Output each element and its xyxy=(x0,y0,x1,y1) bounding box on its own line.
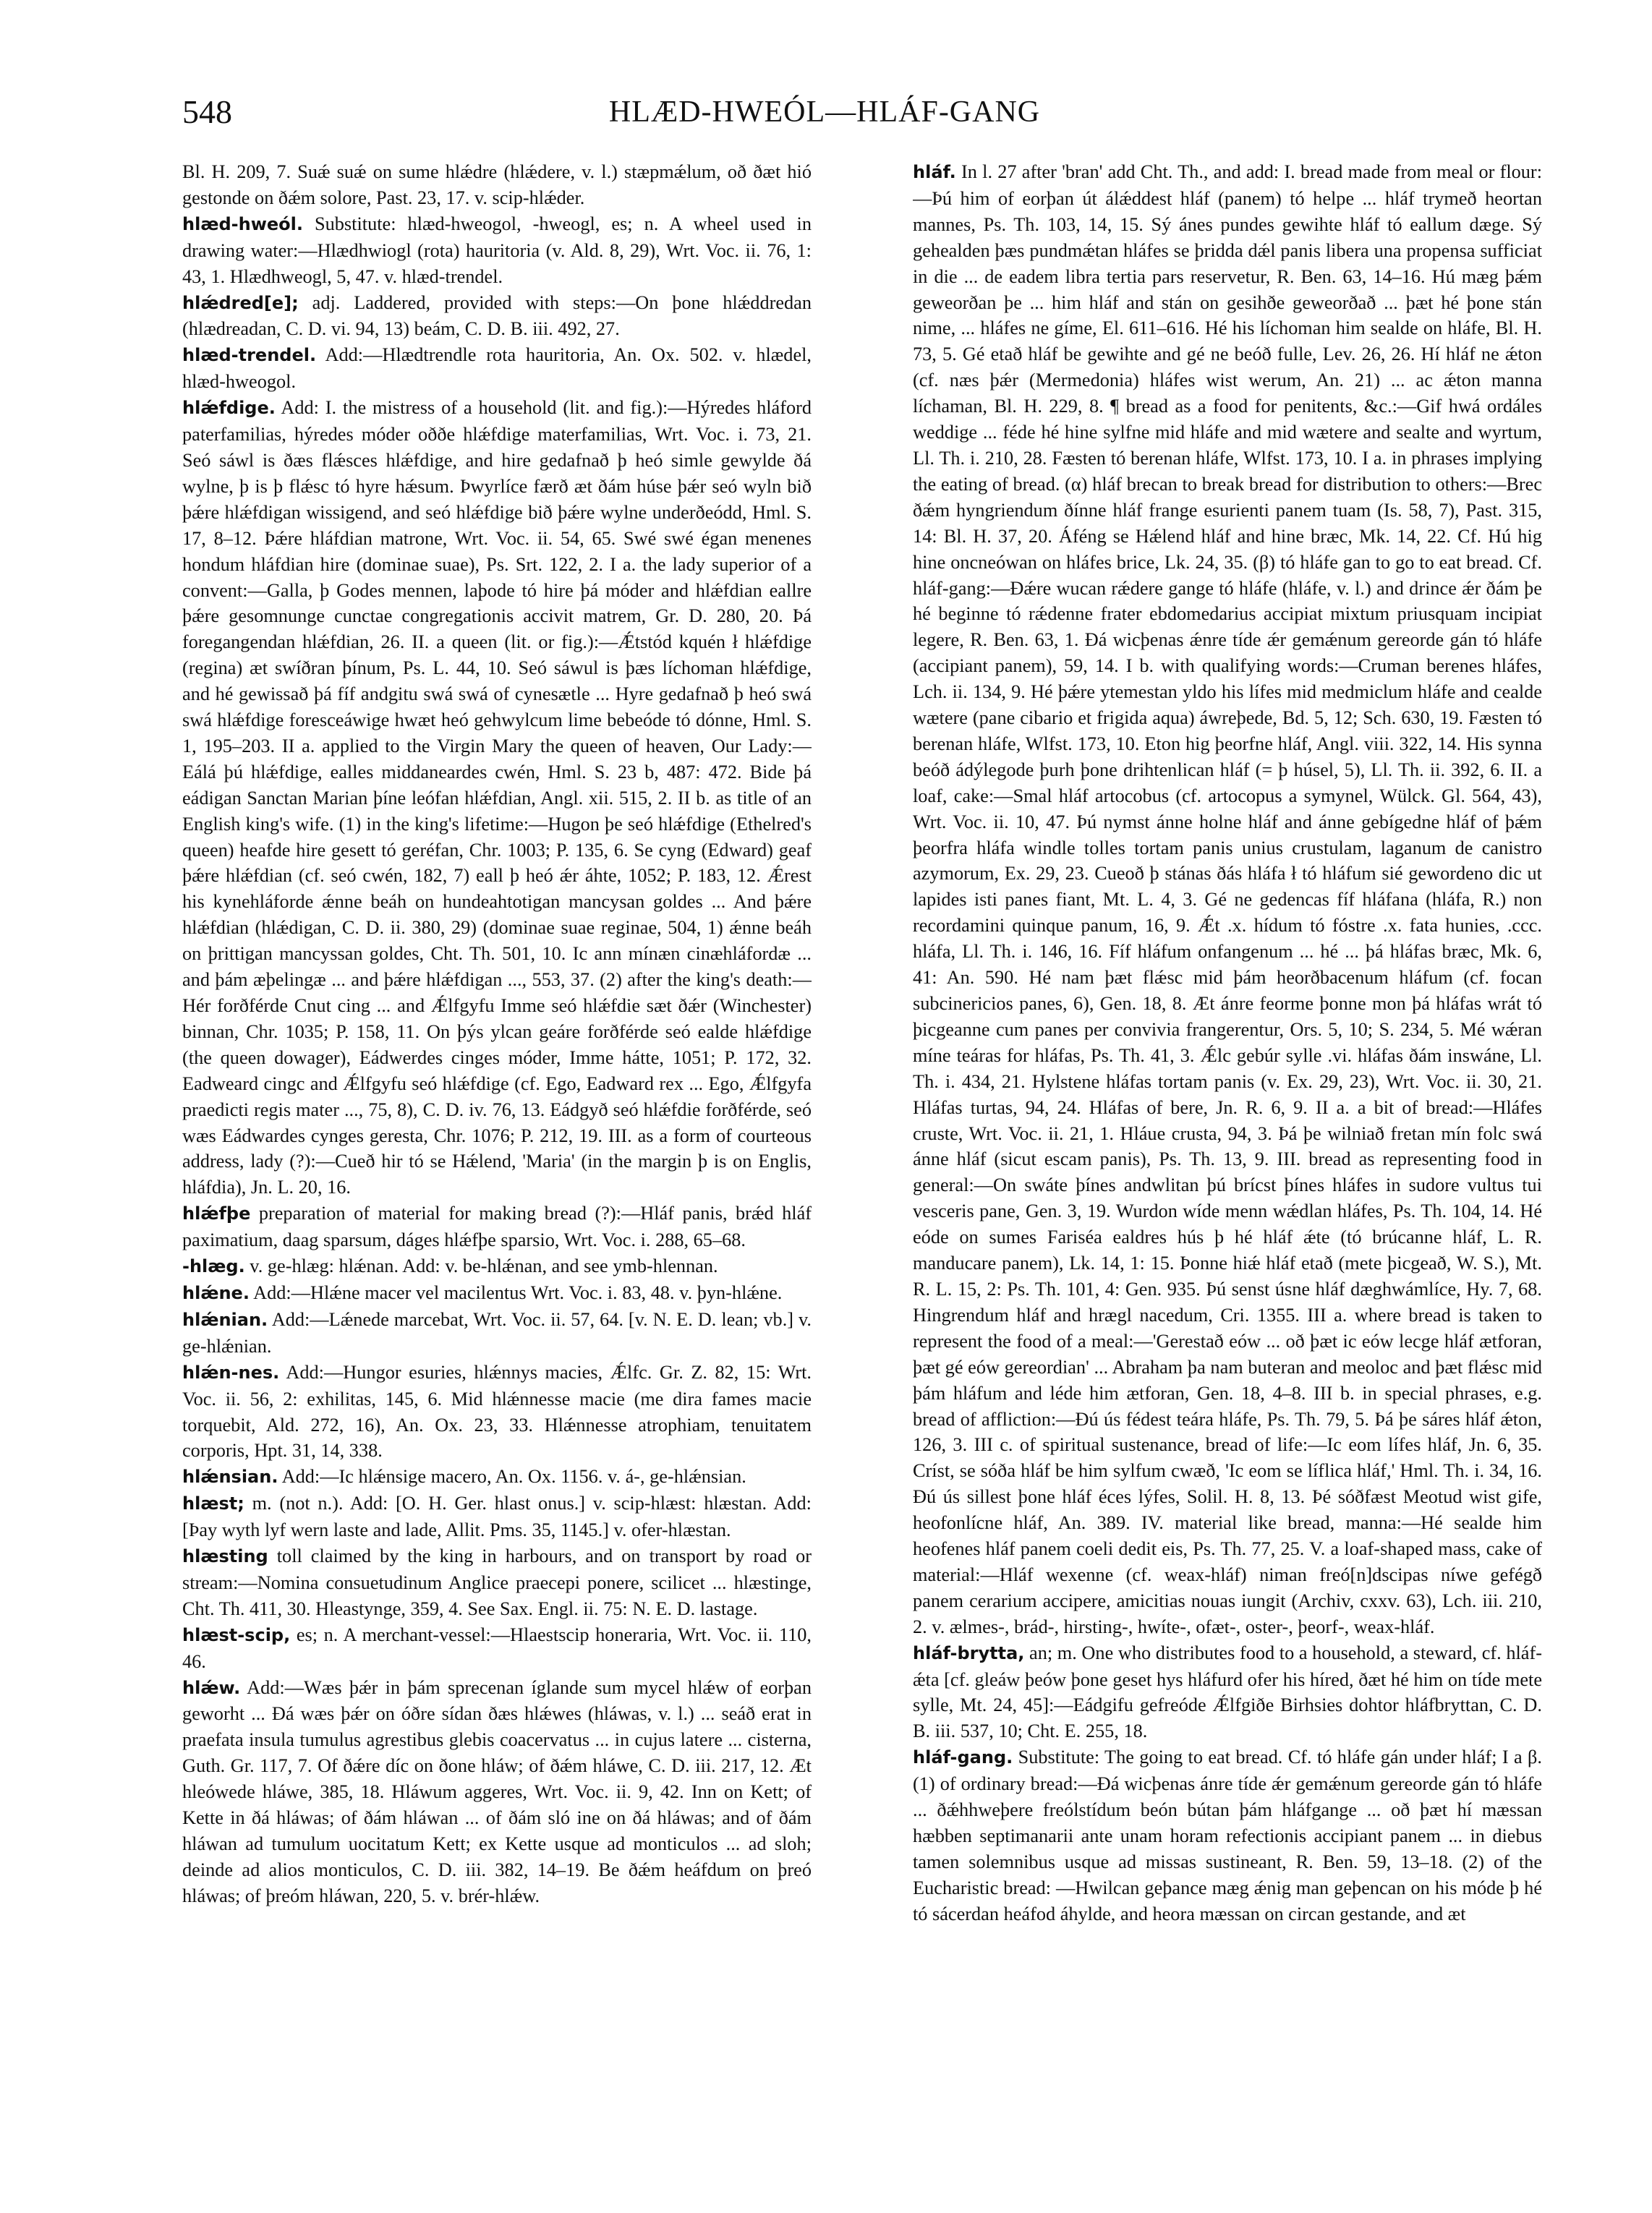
entry-text: toll claimed by the king in harbours, and on transport by road or stream:—Nomina consuetudinum Anglice praecepi ponere, scilicet ... hlæstinge, Cht. Th. 411, 30. Hleastynge, 359, 4. See Sax. Engl. ii. 75: N. E. D. lastage. xyxy=(182,1545,812,1619)
entry-headword: hlǽne. xyxy=(182,1282,250,1303)
dictionary-entry xyxy=(182,1675,812,1909)
dictionary-entry xyxy=(182,159,812,211)
entry-text: Substitute: The going to eat bread. Cf. tó hláfe gán under hláf; I a β. (1) of ordinary bread:—Ðá wicþenas ánre tíde ǽr gemǽnum gereorde gán tó hláfe ... ðǽhhweþere freólstídum beón bútan þám hláfgange ... oð þæt hí mæssan hæbben septimanarii ante unam horam refectionis accipiant panem ... in diebus tamen solemnibus usque ad missas sustineant, R. Ben. 59, 13–18. (2) of the Eucharistic bread: —Hwilcan geþance mæg ǽnig man geþencan on his móde þ hé tó sácerdan heáfod áhylde, and heora mæssan on circan gestande, and æt xyxy=(913,1747,1542,1924)
entry-headword: hlǽnian. xyxy=(182,1309,268,1330)
dictionary-entry xyxy=(182,1622,812,1675)
entry-headword: hlæst-scip, xyxy=(182,1624,291,1645)
entry-text: Add:—Wæs þǽr in þám sprecenan íglande sum mycel hlǽw of eorþan geworht ... Ðá wæs þǽr on óðre sídan ðæs hlǽwes (hláwas, v. l.) ... seáð erat in praefata insula tumulus agrestibus glebis coacervatus ... in cujus latere ... cisterna, Guth. Gr. 117, 7. Of ðǽre díc on ðone hláw; of ðǽm hláwe, C. D. iii. 217, 12. Æt hleówede hláwe, 385, 18. Hláwum aggeres, Wrt. Voc. ii. 9, 42. Inn on Kett; of Kette in ðá hláwas; of ðám hláwan ... of ðám sló ine on ðá hláwas; and of ðám hláwan ad tumulum uocitatum Kett; ex Kette usque ad monticulos ... ad sloh; deinde ad alios monticulos, C. D. iii. 382, 14–19. Be ðǽm heáfdum on þreó hláwas; of þreóm hláwan, 220, 5. v. brér-hlǽw. xyxy=(182,1676,812,1906)
entry-text: Substitute: hlæd-hweogol, -hweogl, es; n. A wheel used in drawing water:—Hlædhwiogl (rota) hauritoria (v. Ald. 8, 29), Wrt. Voc. ii. 76, 1: 43, 1. Hlædhweogl, 5, 47. v. hlæd-trendel. xyxy=(182,213,812,287)
entry-text: v. ge-hlæg: hlǽnan. Add: v. be-hlǽnan, and see ymb-hlennan. xyxy=(250,1255,718,1277)
dictionary-entry xyxy=(182,290,812,343)
entry-headword: hláf. xyxy=(913,162,956,182)
dictionary-entry xyxy=(913,1744,1542,1927)
entry-headword: hlǽdred[e]; xyxy=(182,292,299,313)
entry-text: Add: I. the mistress of a household (lit. and fig.):—Hýredes hláford paterfamilias, hýredes móder oððe hlǽfdige materfamilias, Wrt. Voc. i. 73, 21. Seó sáwl is ðæs flǽsces hlǽfdige, and hire gedafnað þ heó simle gewylde ðá wylne, þ is þ flǽsc tó hyre hǽsum. Þwyrlíce færð æt ðám húse þǽr seó wyln bið þǽre hlǽfdigan wissigend, and seó hlǽfdige bið þǽre wylne underðeódd, Hml. S. 17, 8–12. Þǽre hláfdian matrone, Wrt. Voc. ii. 54, 65. Swé swé égan menenes hondum hláfdian hire (dominae suae), Ps. Srt. 122, 2. I a. the lady superior of a convent:—Galla, þ Godes mennen, laþode tó hire þá móder and hlǽfdian eallre þǽre gesomnunge cunctae congregationis accivit matrem, Gr. D. 280, 20. Þá foregangendan hlǽfdian, 26. II. a queen (lit. or fig.):—Ǽtstód kquén ł hlǽfdige (regina) æt swíðran þínum, Ps. L. 44, 10. Seó sáwul is þæs líchoman hlǽfdige, and hé gewissað þá fíf andgitu swá swá of cynesætle ... Hyre gedafnað þ heó swá swá hlǽfdige foresceáwige hwæt heó gehwylcum lime bebeóde tó dónne, Hml. S. 1, 195–203. II a. applied to the Virgin Mary the queen of heaven, Our Lady:—Eálá þú hlǽfdige, ealles middaneardes cwén, Hml. S. 23 b, 487: 472. Bide þá eádigan Sanctan Marian þíne leófan hlǽfdian, Angl. xii. 515, 2. II b. as title of an English king's wife. (1) in the king's lifetime:—Hugon þe seó hlǽfdige (Ethelred's queen) heafde hire gesett tó geréfan, Chr. 1003; P. 135, 6. Se cyng (Edward) geaf þǽre hlǽfdian (cf. seó cwén, 182, 7) eall þ heó ǽr áhte, 1052; P. 183, 12. Ǽrest his kynehláforde ǽnne beáh on hundeahtotigan mancysan goldes ... And þǽre hlǽfdian (hlǽdigan, C. D. ii. 380, 29) (dominae suae reginae, 504, 1) ǽnne beáh on þrittigan mancyssan goldes, Cht. Th. 501, 10. Ic ann mínæn cinæhláfordæ ... and þám æþelingæ ... and þǽre hlǽfdigan ..., 553, 37. (2) after the king's death:—Hér forðférde Cnut cing ... and Ǽlfgyfu Imme seó hlǽfdie sæt ðǽr (Winchester) binnan, Chr. 1035; P. 158, 11. On þýs ylcan geáre forðférde seó ealde hlǽfdige (the queen dowager), Eádwerdes cinges móder, Imme hátte, 1051; P. 172, 32. Eadweard cingc and Ǽlfgyfu seó hlǽfdige (cf. Ego, Eadward rex ... Ego, Ǽlfgyfa praedicti regis mater ..., 75, 8), C. D. iv. 76, 13. Eádgyð seó hlǽfdie forðférde, seó wæs Eádwardes cynges geresta, Chr. 1076; P. 212, 19. III. as a form of courteous address, lady (?):—Cueð hir tó se Hǽlend, 'Maria' (in the margin þ is on Englis, hláfdia), Jn. L. 20, 16. xyxy=(182,397,812,1198)
page-number: 548 xyxy=(182,93,232,130)
entry-text: Add:—Hungor esuries, hlǽnnys macies, Ǽlfc. Gr. Z. 82, 15: Wrt. Voc. ii. 56, 2: exhilitas, 145, 6. Mid hlǽnnesse macie (me dira fames macie torquebit, Ald. 272, 16), An. Ox. 23, 33. Hlǽnnesse atrophiam, tenuitatem corporis, Hpt. 31, 14, 338. xyxy=(182,1361,812,1462)
entry-headword: hlæd-hweól. xyxy=(182,213,303,234)
entry-headword: hlǽw. xyxy=(182,1677,241,1698)
dictionary-entry xyxy=(182,1543,812,1622)
dictionary-entry xyxy=(913,159,1542,1640)
entry-headword: hlǽfþe xyxy=(182,1203,251,1224)
dictionary-entry xyxy=(182,1464,812,1491)
entry-headword: hlǽn-nes. xyxy=(182,1362,280,1383)
running-header xyxy=(174,87,1476,137)
right-column xyxy=(913,159,1542,2184)
entry-text: Add:—Hlǽne macer vel macilentus Wrt. Voc. i. 83, 48. v. þyn-hlǽne. xyxy=(253,1282,783,1303)
dictionary-entry xyxy=(182,211,812,290)
dictionary-entry xyxy=(182,1201,812,1253)
entry-headword: hláf-brytta, xyxy=(913,1642,1025,1663)
entry-text: m. (not n.). Add: [O. H. Ger. hlast onus.] v. scip-hlæst: hlæstan. Add: [Þay wyth lyf wern laste and lade, Allit. Pms. 35, 1145.] v. ofer-hlæstan. xyxy=(182,1493,812,1541)
dictionary-entry xyxy=(182,342,812,395)
dictionary-entry xyxy=(182,1360,812,1464)
left-column xyxy=(182,159,812,2184)
entry-headword: hlæd-trendel. xyxy=(182,345,317,366)
entry-text: adj. Laddered, provided with steps:—On þone hlǽddredan (hlædreadan, C. D. vi. 94, 13) beám, C. D. B. iii. 492, 27. xyxy=(182,291,812,340)
entry-text: Bl. H. 209, 7. Suǽ suǽ on sume hlǽdre (hlǽdere, v. l.) stæpmǽlum, oð ðæt hió gestonde on ðǽm solore, Past. 23, 17. v. scip-hlǽder. xyxy=(182,161,812,208)
dictionary-entry xyxy=(913,1640,1542,1745)
entry-text: In l. 27 after 'bran' add Cht. Th., and add: I. bread made from meal or flour:—Þú him of eorþan út álǽddest hláf (panem) tó helpe ... hláf trymeð heortan mannes, Ps. Th. 103, 14, 15. Sý ánes pundes gewihte hláf tó eallum dæge. Sý gehealden þæs pundmǽtan hláfes se þridda dǽl panis libera una propensa sufficiat in die ... de eadem libra tertia pars reservetur, R. Ben. 63, 14–16. Hú mæg þǽm geweorðan þe ... him hláf and stán on gesihðe geweorðað ... þæt hé þone stán nime, ... hláfes ne gíme, El. 611–616. Hé his líchoman him sealde on hláfe, Bl. H. 73, 5. Gé etað hláf be gewihte and gé ne beóð fulle, Lev. 26, 26. Hí hláf ne ǽton (cf. næs þǽr (Mermedonia) hláfes wist werum, An. 21) ... ac ǽton manna líchaman, Bl. H. 229, 8. ¶ bread as a food for penitents, &c.:—Gif hwá ordáles weddige ... féde hé hine sylfne mid hláfe and mid wætere and sealte and wyrtum, Ll. Th. i. 210, 28. Fæsten tó berenan hláfe, Wlfst. 173, 10. I a. in phrases implying the eating of bread. (α) hláf brecan to break bread for distribution to others:—Brec ðǽm hyngriendum ðínne hláf frange esurienti panem tuam (Is. 58, 7), Past. 315, 14: Bl. H. 37, 20. Áféng se Hǽlend hláf and hine bræc, Mk. 14, 22. Cf. Hú hig hine oncneówan on hláfes brice, Lk. 24, 35. (β) tó hláfe gan to go to eat bread. Cf. hláf-gang:—Ðǽre wucan rǽdere gange tó hláfe (hláfe, v. l.) and drince ǽr ðám þe hé beginne tó rǽdenne frater ebdomedarius accipiat mixtum priusquam incipiat legere, R. Ben. 63, 1. Ðá wicþenas ǽnre tíde ǽr gemǽnum gereorde gán tó hláfe (accipiant panem), 59, 14. I b. with qualifying words:—Cruman berenes hláfes, Lch. ii. 134, 9. Hé þǽre ytemestan yldo his lífes mid medmiclum hláfe and cealde wætere (pane cibario et frigida aqua) áwreþede, Bd. 5, 12; Sch. 630, 19. Fæsten tó berenan hláfe, Wlfst. 173, 10. Eton hig þeorfne hláf, Angl. viii. 322, 14. His synna beóð ádýlegode þurh þone drihtenlican hláf (= þ húsel, 5), Ll. Th. ii. 392, 6. II. a loaf, cake:—Smal hláf artocobus (cf. artocopus a symynel, Wülck. Gl. 564, 43), Wrt. Voc. ii. 10, 47. Þú nymst ánne holne hláf and ánne gebígedne hláf of þǽm þeorfra hláfa windle tolles tortam panis unius crustulam, laganum de canistro azymorum, Ex. 29, 23. Cueoð þ stánas ðás hláfa ł tó hláfum sié gewordeno dic ut lapides isti panes fiant, Mt. L. 4, 3. Gé ne gedencas fíf hláfana (hláfa, R.) non recordamini quinque panum, 16, 9. Ǽt .x. hídum tó fóstre .x. fata hunies, .ccc. hláfa, Ll. Th. i. 146, 16. Fíf hláfum onfangenum ... hé ... þá hláfas bræc, Mk. 6, 41: An. 590. Hé nam þæt flǽsc mid þám heorðbacenum hláfum (cf. focan subcinericios panes, 6), Gen. 18, 8. Æt ánre feorme þonne mon þá hláfas wrát tó þicgeanne cum panes per convivia frangerentur, Ors. 5, 10; S. 234, 5. Mé wǽran míne teáras for hláfas, Ps. Th. 41, 3. Ǽlc gebúr sylle .vi. hláfas ðám inswáne, Ll. Th. i. 434, 21. Hylstene hláfas tortam panis (v. Ex. 29, 23), Wrt. Voc. ii. 30, 21. Hláfas turtas, 94, 24. Hláfas of bere, Jn. R. 6, 9. II a. a bit of bread:—Hláfes cruste, Wrt. Voc. ii. 21, 1. Hláue crusta, 94, 3. Þá þe wilniað fretan mín folc swá ánne hláf (sicut escam panis), Ps. Th. 13, 9. III. bread as representing food in general:—On swáte þínes andwlitan þú brícst þínes hláfes in sudore vultus tui vesceris pane, Gen. 3, 19. Wurdon wíde menn wǽdlan hláfes, Ps. Th. 104, 14. Hé eóde on sumes Fariséa ealdres hús þ hé hláf ǽte (tó brúcanne hláf, L. R. manducare panem), Lk. 14, 1: 15. Þonne hiǽ hláf etað (mete þicgeað, W. S.), Mt. R. L. 15, 2: Ps. Th. 101, 4: Gen. 935. Þú senst úsne hláf dæghwámlíce, Hy. 7, 68. Hingrendum hláf and hrægl nacedum, Cri. 1355. III a. where bread is taken to represent the food of a meal:—'Gerestað eów ... oð þæt ic eów lecge hláf ætforan, þæt gé eów gereordian' ... Abraham þa nam buteran and meoloc and þæt flǽsc mid þám hláfum and léde him ætforan, Gen. 18, 4–8. III b. in special phrases, e.g. bread of affliction:—Ðú ús fédest teára hláfe, Ps. Th. 79, 5. Þá þe sáres hláf ǽton, 126, 3. III c. of spiritual sustenance, bread of life:—Ic eom lífes hláf, Jn. 6, 35. Críst, se sóða hláf be him sylfum cwæð, 'Ic eom se líflica hláf,' Hml. Th. i. 34, 16. Ðú ús sillest þone hláf éces lýfes, Solil. H. 8, 13. Þé sóðfæst Meotud wist gife, heofonlícne hláf, An. 389. IV. material like bread, manna:—Hé sealde him heofenes hláf panem coeli dedit eis, Ps. Th. 77, 25. V. a loaf-shaped mass, cake of material:—Hláf wexenne (cf. weax-hláf) niman freó[n]dscipas níwe gefégð panem cerarium accipere, amicitias nouas iungit (Archiv, cxxv. 63), Lch. iii. 210, 2. v. ælmes-, brád-, hirsting-, hwíte-, ofæt-, oster-, þeorf-, weax-hláf. xyxy=(913,161,1542,1637)
entry-headword: hláf-gang. xyxy=(913,1747,1013,1768)
dictionary-entry xyxy=(182,1491,812,1543)
entry-text: preparation of material for making bread (?):—Hláf panis, brǽd hláf paximatium, daag sparsum, dáges hlǽfþe sparsio, Wrt. Voc. i. 288, 65–68. xyxy=(182,1203,812,1251)
entry-text: Add:—Ic hlǽnsige macero, An. Ox. 1156. v. á-, ge-hlǽnsian. xyxy=(281,1466,746,1488)
entry-text: Add:—Lǽnede marcebat, Wrt. Voc. ii. 57, 64. [v. N. E. D. lean; vb.] v. ge-hlǽnian. xyxy=(182,1308,812,1357)
dictionary-entry xyxy=(182,1280,812,1307)
running-title: HLÆD-HWEÓL—HLÁF-GANG xyxy=(608,95,1041,129)
entry-headword: hlæst; xyxy=(182,1493,244,1514)
dictionary-entry xyxy=(182,1307,812,1360)
entry-headword: hlæsting xyxy=(182,1546,268,1567)
entry-text: Add:—Hlædtrendle rota hauritoria, An. Ox. 502. v. hlædel, hlæd-hweogol. xyxy=(182,344,812,393)
entry-headword: -hlæg. xyxy=(182,1256,245,1277)
entry-headword: hlǽnsian. xyxy=(182,1467,278,1488)
dictionary-entry xyxy=(182,1253,812,1280)
entry-headword: hlǽfdige. xyxy=(182,398,276,419)
dictionary-entry xyxy=(182,395,812,1201)
entry-text: es; n. A merchant-vessel:—Hlaestscip honeraria, Wrt. Voc. ii. 110, 46. xyxy=(182,1624,812,1672)
entry-text: an; m. One who distributes food to a household, a steward, cf. hláf-ǽta [cf. gleáw þeów þone geset hys hláfurd ofer his híred, ðæt hé him on tíde mete sylle, Mt. 24, 45]:—Eádgifu gefreóde Ǽlfgiðe Birhsies dohtor hláfbryttan, C. D. B. iii. 537, 10; Cht. E. 255, 18. xyxy=(913,1642,1542,1742)
